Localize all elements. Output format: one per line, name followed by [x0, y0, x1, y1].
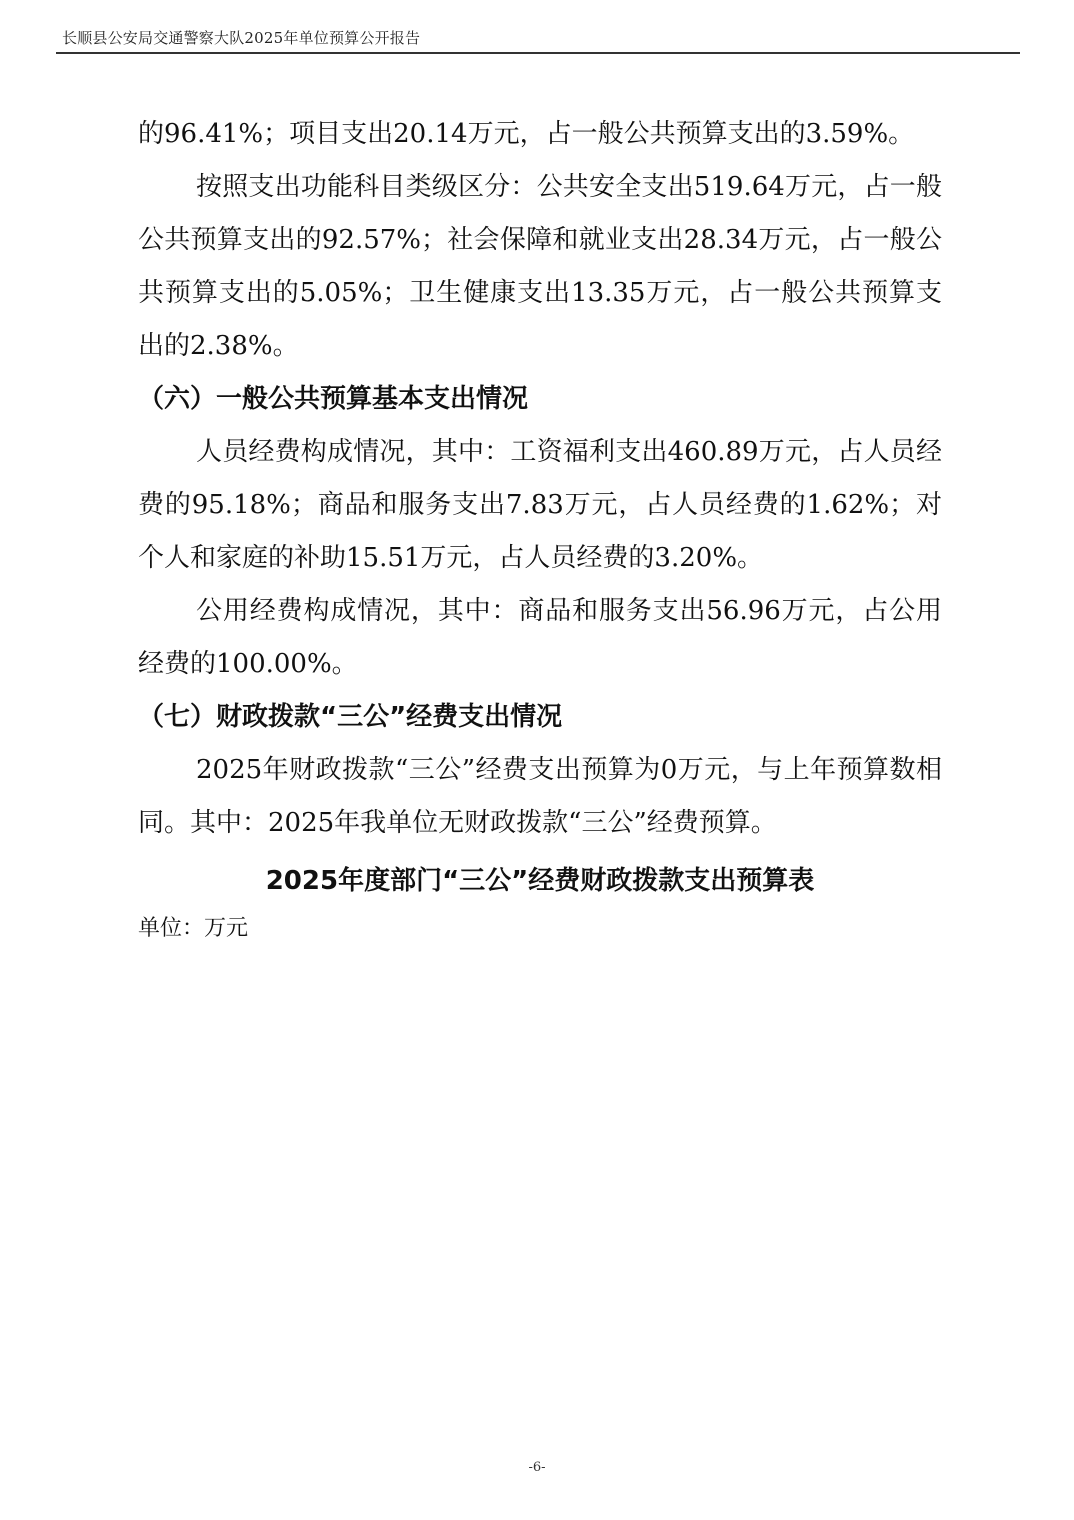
paragraph-public-costs: 公用经费构成情况，其中：商品和服务支出56.96万元，占公用经费的100.00%。 [138, 596, 942, 679]
paragraph-personnel-costs: 人员经费构成情况，其中：工资福利支出460.89万元，占人员经费的95.18%；商品和服务支出7.83万元，占人员经费的1.62%；对个人和家庭的补助15.51万元，占人员经费的3.20%。 [138, 437, 942, 573]
section-heading-basic-expenditure: （六）一般公共预算基本支出情况 [138, 384, 529, 414]
header-divider [56, 52, 1020, 54]
paragraph-project-expenditure: 的96.41%；项目支出20.14万元，占一般公共预算支出的3.59%。 [138, 119, 915, 149]
page-header-title: 长顺县公安局交通警察大队2025年单位预算公开报告 [62, 29, 421, 47]
section-heading-three-public-expenses: （七）财政拨款“三公”经费支出情况 [138, 702, 563, 732]
paragraph-three-public-budget: 2025年财政拨款“三公”经费支出预算为0万元，与上年预算数相同。其中：2025年我单位无财政拨款“三公”经费预算。 [138, 755, 942, 838]
table-title: 2025年度部门“三公”经费财政拨款支出预算表 [265, 866, 815, 896]
page-number: -6- [528, 1460, 546, 1475]
unit-label: 单位：万元 [138, 916, 249, 941]
paragraph-functional-classification: 按照支出功能科目类级区分：公共安全支出519.64万元，占一般公共预算支出的92.57%；社会保障和就业支出28.34万元，占一般公共预算支出的5.05%；卫生健康支出13.35万元，占一般公共预算支出的2.38%。 [138, 172, 942, 361]
document-body [138, 108, 942, 952]
